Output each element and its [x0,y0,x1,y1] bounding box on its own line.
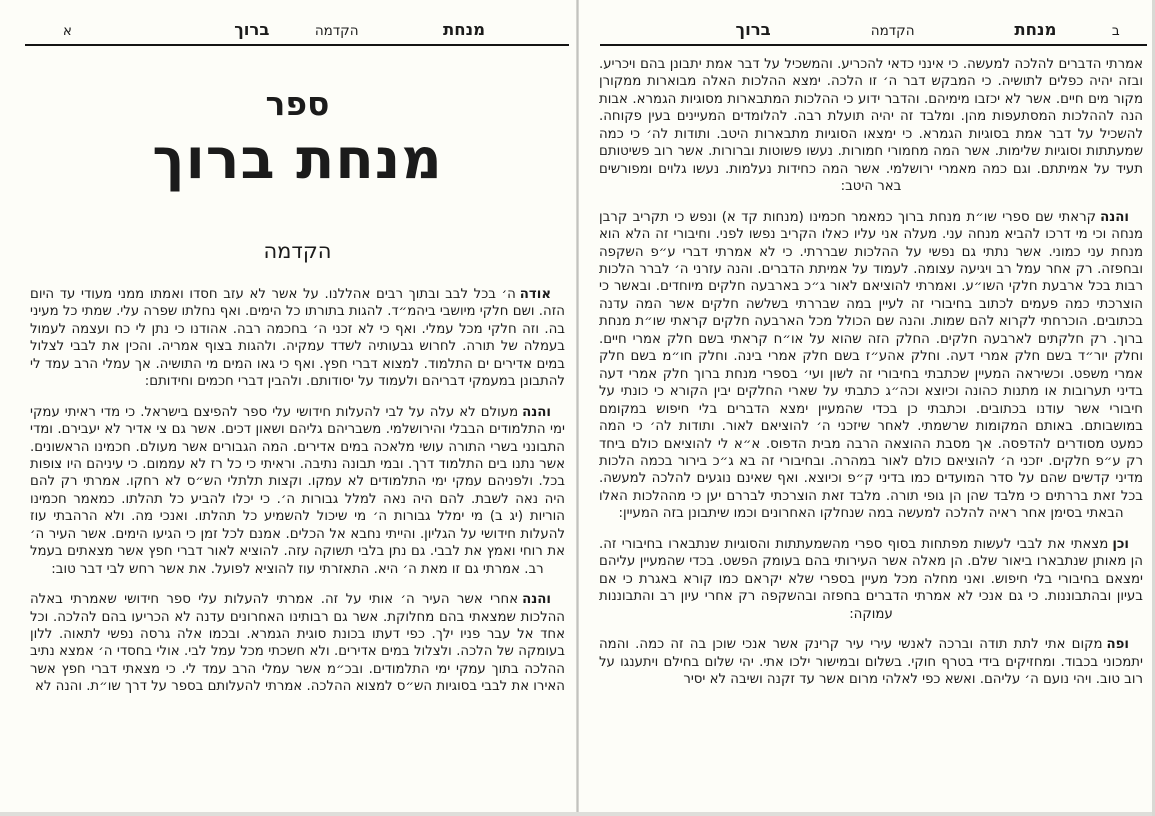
page-bet [579,0,1155,816]
section-heading: הקדמה [263,238,332,263]
paragraph-text: אחרי אשר העיר ה׳ אותי על זה. אמרתי להעלות עלי ספר חידושי שאמרתי באלה ההלכות שמצאתי בהם מחלוקת. אשר גם רבותינו האחרונים עדנה לא הכריעו בהם להלכה. וכל אחד אל עבר פניו ילך. כפי דעתו בכונת סוגית הגמרא. ובכמו אלה גרסה נפשי לתאוה. ללון בעומקה של הלכה. ולצלול במים אדירים. ולא חשכתי מכל עמל לבי. אולי בחסדי ה׳ אמצא נתיב ההלכה בתוך עמקי ימי התלמודים. ובכ״מ אשר עמלי הרב עמד לי. כי מצאתי דברי חפץ אשר האירו את לבבי בסוגיות הש״ס למצוא ההלכה. אמרתי להעלותם בספר על דרך שו״ת. והנה לא [30,592,565,695]
book-title: מנחת ברוך [152,127,443,193]
paragraph-lead-word: והנה [1100,209,1129,225]
paragraph-lead-word: אודה [519,286,551,302]
paragraph [30,404,565,579]
paragraph-text: ה׳ בכל לבב ובתוך רבים אהללנו. על אשר לא עזב חסדו ואמתו ממני מעודי עד היום הזה. ושם חלקי מיושבי ביהמ״ד. להגות בתורתו כל הימים. ואף נחלתו שפרה עלי. שמתי כל מעיני בה. וזה חלקי מכל עמלי. ואף כי לא זכני ה׳ בחכמה רבה. אהודנו כי נתן לי כח ועצמה לעמול בעמלה של תורה. לחרוש גבעותיה לשדד עמקיה. ולהגות בצוף אמריה. והכין את לבבי לצלול במים אדירים ים התלמוד. למצוא דברי חפץ. ואף כי גאו המים מי התושיה. אך עמלי הרב עמד לי להתבונן במעמקי דבריהם ולעמוד על יסודותם. ולהבין דברי חכמים וחידותם: [30,286,565,390]
paragraph [599,209,1143,523]
running-head-left [25,12,569,46]
running-head-section: הקדמה [870,23,915,39]
paragraph-lead-word: והנה [522,404,551,420]
paragraph-text: מקום אתי לתת תודה וברכה לאנשי עירי עיר קרינק אשר אנכי שוכן בה זה כמה. והמה יתמכוני בכבוד. ומחזיקים בידי בטרף חוקי. בשלום ובמישור ילכו אתי. יהי שלום בחילם ויתענגו על רוב טוב. ויהי נועם ה׳ עליהם. ואשא כפי לאלהי מרום אשר עד זקנה ושיבה לא יסיר [599,637,1143,687]
page-body-left [30,50,565,709]
running-head-title-right-part: מנחת [442,20,486,39]
page-aleph [0,0,576,816]
running-head-title-left-part: ברוך [234,20,270,39]
paragraph-lead-word: וכן [1112,536,1129,552]
running-head-title-left-part: ברוך [735,20,771,39]
paragraph-text: מצאתי את לבבי לעשות מפתחות בסוף ספרי מהשמעתתות והסוגיות שנתבארו בחיבורי זה. הן מאותן שנתבארו ביאור שלם. הן מאלה אשר העירותי בהם בעומק הפשט. בכדי שהמעיין עליהם ימצאם בחיבורי בלי חיפוש. ואני מחלה מכל מעיין בספרי שלא יקראם כמו קורא באגרת כי אם בעיון ובהתבוננות. כי גם אנכי לא אמרתי הדברים בחפזה ובהשקפה רק אחרי עיון רב והתבוננות עמוקה: [599,536,1143,622]
running-head-title-right-part: מנחת [1014,20,1057,39]
paragraph-text: קראתי שם ספרי שו״ת מנחת ברוך כמאמר חכמינו (מנחות קד א) ונפש כי תקריב קרבן מנחה וכי מי דרכו להביא מנחה עני. מעלה אני עליו כאלו הקריב נפשו לפני. וחיבורי זה הלא הוא מנחת עני כמוני. אשר נתתי גם נפשי על ההלכות שבררתי. כי לא אמרתי דברי ע״פ השקפה ובחפזה. רק אחר עמל רב ויגיעה עצומה. לעמוד על אמיתת הדברים. והנה עזרני ה׳ לברר הלכות רבות בכל ארבעת חלקי השו״ע. ואמרתי להוציאם לאור ג״כ בארבעה חלקים מיוחדים. ובאשר כי הוצרכתי כמה פעמים לכתוב בחיבורי זה לעיין במה שבררתי בשלשה חלקים אשר המה עדנה בכתובים. הוכרחתי לקרוא להם שמות. והנה שם הכולל מכל הארבעה חלקים קראתי שו״ת מנחת ברוך. רק חלקתים לארבעה חלקים. החלק הזה שהוא על או״ח קראתי בשם חלק אמרי חיים. וחלק יור״ד בשם חלק אמרי דעה. וחלק אהע״ז בשם חלק אמרי בינה. וחלק חו״מ בשם חלק אמרי משפט. וכשיראה המעיין שכתבתי בחיבורי זה לשון ועי׳ בספרי מנחת ברוך חלק אמרי דעה בדיני תערובות או מתנות כהונה וכיוצא וכה״ג כתבתי על שארי החלקים יבין הקורא כי כונתי על חיבורי אשר עודנו בכתובים. וכתבתי כן בכדי שהמעיין ימצא הדברים בלי חיפוש במקומם במושבותם. באותם המקומות שרשמתי. לאחר שיזכני ה׳ להוציאם לאור. ותודות לה׳ כי המה כמעט מסודרים להדפסה. אך מסבת ההוצאה הרבה מבית הדפוס. א״א לי להוציאם כולם ביחד רק ע״פ חלקים. יזכני ה׳ להוציאם כולם לאור במהרה. ובחיבורי זה בא ג״כ בירור בכמה הלכות מדיני קדשים שהם על סדר המועדים כמו בדיני ק״פ וכיוצא. ואף שאינם נוגעים להלכה למעשה. בכל זאת בררתים כי מלבד שהן הן גופי תורה. מלבד זאת הוצרכתי לבררם יען כי מההלכות האלו הבאתי בסימן אחר ראיה להלכה למעשה במה שנחלקו האחרונים וכמו שיתבונן בזה המעיין: [599,209,1143,522]
paragraph-lead-word: והנה [522,592,551,608]
page-body-right [599,56,1143,701]
title-block [30,86,565,286]
paragraph-lead-word: ופה [1106,637,1129,653]
paragraph-text: מעולם לא עלה על לבי להעלות חידושי עלי ספר להפיצם בישראל. כי מדי ראיתי עמקי ימי התלמודים הבבלי והירושלמי. משבריהם גליהם ושאון דכים. אשר גם צי אדיר לא יעבירם. ומדי התבונני בשרי התורה עושי מלאכה במים אדירים. המה הגבורים אשר מעולם. חכמינו הראשונים. אשר נתנו בים התלמוד דרך. ובמי תבונה נתיבה. וראיתי כי כל רז לא עממום. כי עיניהם היו צופות בכל. ולפניהם עמקי ימי התלמודים לא עמקו. וקצות תלתלי הש״ס לא רחקו. אמרתי רק להם היה נאה לשבת. להם היה נאה למלל גבורות ה׳. כי יכלו להביע כל תהלתו. כמאמר חכמינו הוריות (יג ב) מי ימלל גבורות ה׳ מי שיכול להשמיע כל תהלתו. ואנכי מה. ולא הרהבתי עוז להעלות חידושי על הגליון. והייתי נחבא אל הכלים. אמנם לכל זמן כי הגיעו הימים. אשר העיר ה׳ את רוחי ואמץ את לבבי. גם נתן בלבי תשוקה עזה. להוציא לאור דברי חפץ אשר מצאתים בעמל רב. אמרתי גם זו מאת ה׳ היא. התאזרתי עוז להוציא לפועל. את אשר רחש לבי דבר טוב: [30,404,565,577]
paragraph [30,286,565,391]
paragraph [599,56,1143,196]
paragraph [599,636,1143,688]
paragraph-text: אמרתי הדברים להלכה למעשה. כי אינני כדאי להכריע. והמשכיל על דבר אמת יתבונן בהם ויכריע. ובזה יהיה כפלים לתושיה. כי המבקש דבר ה׳ זו הלכה. ימצא ההלכות האלה מבוארות ממקורן מקור מים חיים. אשר לא יכזבו מימיהם. והדבר ידוע כי ההלכות המתבארות מסוגיות הגמרא. אבות הנה לההלכות המסתעפות מהן. ומלבד זה יהיה תועלת רבה. להלומדים המעיינים בעין פקוחה. להשכיל על דבר אמת בסוגיות הגמרא. כי ימצאו הסוגיות מתבארות היטב. ותודות לה׳ כי כמה שמעתתות וסוגיות שלימות. אשר המה מחמורי חמורות. נעשו פשוטות וברורות. אשר רוב פשיטותם תעיד על אמיתתם. וגם כמה מאמרי ירושלמי. אשר המה כחידות נעלמות. נעשו גלוים ומפורשים באר היטב: [599,57,1143,195]
running-head-right [600,12,1147,46]
running-head-section: הקדמה [314,23,359,39]
page-number: ב [1111,23,1120,39]
series-word: ספר [265,84,330,123]
page-number: א [62,23,72,39]
paragraph [599,536,1143,623]
paragraph [30,591,565,696]
